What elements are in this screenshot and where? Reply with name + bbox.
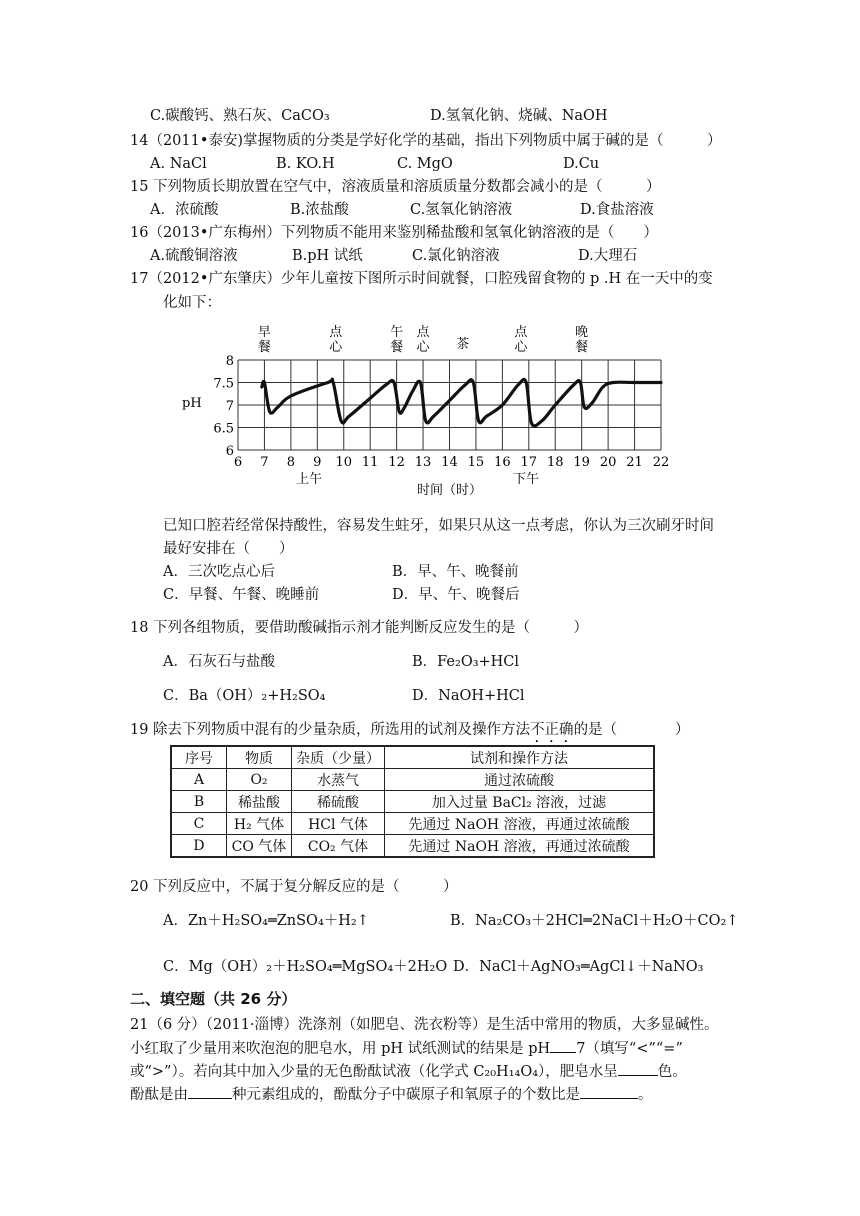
q15-option-c: C.氢氧化钠溶液 <box>410 202 513 218</box>
q18-stem: 18 下列各组物质，要借助酸碱指示剂才能判断反应发生的是（ ） <box>130 620 589 636</box>
x-tick-label: 8 <box>286 455 296 470</box>
x-tick-label: 11 <box>361 455 379 470</box>
am-label: 上午 <box>296 472 323 487</box>
table-cell: D <box>171 835 227 858</box>
table-cell: 通过浓硫酸 <box>385 769 655 791</box>
q14-option-b: B. KO.H <box>276 156 335 172</box>
q16-option-d: D.大理石 <box>578 248 638 264</box>
meal-label: 餐 <box>575 340 589 355</box>
table-cell: 先通过 NaOH 溶液，再通过浓硫酸 <box>385 835 655 858</box>
y-axis-label: pH <box>182 395 202 411</box>
q18-option-b: B．Fe₂O₃+HCl <box>412 654 520 670</box>
table-cell: C <box>171 813 227 835</box>
table-header-row <box>171 746 654 769</box>
table-cell: H₂ 气体 <box>227 813 292 835</box>
table-header: 序号 <box>171 746 227 769</box>
chart-grid <box>238 360 661 450</box>
y-tick-label: 8 <box>225 354 234 369</box>
ph-curve <box>262 379 661 426</box>
pm-label: 下午 <box>512 472 539 487</box>
q20-option-a: A．Zn＋H₂SO₄═ZnSO₄＋H₂↑ <box>163 913 369 929</box>
q18-option-a: A．石灰石与盐酸 <box>163 654 275 670</box>
q14-option-c: C. MgO <box>397 156 453 172</box>
q20-option-d: D．NaCl＋AgNO₃═AgCl↓＋NaNO₃ <box>453 959 704 975</box>
x-tick-label: 14 <box>441 455 458 470</box>
x-tick-label: 16 <box>494 455 511 470</box>
x-tick-label: 19 <box>573 455 590 470</box>
meal-label: 心 <box>416 340 430 355</box>
table-cell: 加入过量 BaCl₂ 溶液，过滤 <box>385 791 655 813</box>
q16-option-c: C.氯化钠溶液 <box>412 248 500 264</box>
meal-label: 茶 <box>456 337 470 352</box>
q17-stem-line1: 17（2012•广东肇庆）少年儿童按下图所示时间就餐，口腔残留食物的 p .H 在一天中的变 <box>130 271 713 287</box>
q17-after-line1: 已知口腔若经常保持酸性，容易发生蛀牙，如果只从这一点考虑，你认为三次刷牙时间 <box>163 518 714 534</box>
table-row <box>171 835 654 858</box>
table-cell: 稀盐酸 <box>227 791 292 813</box>
meal-label: 点 <box>329 325 343 340</box>
x-tick-label: 7 <box>260 455 269 470</box>
q20-option-c: C．Mg（OH）₂＋H₂SO₄═MgSO₄＋2H₂O <box>163 959 448 975</box>
table-cell: CO 气体 <box>227 835 292 858</box>
q14-stem: 14（2011•泰安)掌握物质的分类是学好化学的基础，指出下列物质中属于碱的是（ ） <box>130 133 722 149</box>
x-tick-label: 9 <box>313 455 322 470</box>
q17-stem-line2: 化如下： <box>163 295 221 311</box>
q19-table <box>170 745 655 858</box>
table-cell: HCl 气体 <box>292 813 385 835</box>
q17-option-a: A．三次吃点心后 <box>163 564 275 580</box>
x-tick-label: 12 <box>388 455 405 470</box>
x-tick-label: 10 <box>335 455 353 470</box>
meal-label: 心 <box>329 340 343 355</box>
q21-line4: 酚酞是由 种元素组成的，酚酞分子中碳原子和氧原子的个数比是 。 <box>130 1084 653 1105</box>
q15-option-a: A．浓硫酸 <box>150 202 219 218</box>
table-cell: CO₂ 气体 <box>292 835 385 858</box>
x-tick-label: 18 <box>546 455 564 470</box>
y-tick-label: 7 <box>225 399 234 414</box>
x-tick-label: 6 <box>233 455 243 470</box>
table-header: 物质 <box>227 746 292 769</box>
q19-stem: 19 除去下列物质中混有的少量杂质，所选用的试剂及操作方法不正确的是（ ） <box>130 722 690 738</box>
x-tick-label: 15 <box>467 455 485 470</box>
q17-option-d: D．早、午、晚餐后 <box>392 587 520 603</box>
table-cell: 水蒸气 <box>292 769 385 791</box>
meal-label: 餐 <box>390 340 404 355</box>
table-cell: B <box>171 791 227 813</box>
answer-blank[interactable] <box>550 1038 576 1053</box>
table-cell: A <box>171 769 227 791</box>
q20-stem: 20 下列反应中，不属于复分解反应的是（ ） <box>130 879 458 895</box>
x-tick-label: 17 <box>520 455 538 470</box>
table-cell: 先通过 NaOH 溶液，再通过浓硫酸 <box>385 813 655 835</box>
table-row <box>171 769 654 791</box>
table-header: 试剂和操作方法 <box>385 746 655 769</box>
meal-label: 午 <box>390 325 404 340</box>
q21-line3: 或“>”）。若向其中加入少量的无色酚酞试液（化学式 C₂₀H₁₄O₄），肥皂水呈 色。 <box>130 1061 687 1082</box>
section-heading: 二、填空题（共 26 分） <box>130 990 297 1008</box>
q15-option-b: B.浓盐酸 <box>290 202 349 218</box>
meal-label: 晚 <box>575 325 589 340</box>
table-cell: O₂ <box>227 769 292 791</box>
q15-option-d: D.食盐溶液 <box>580 202 654 218</box>
x-tick-label: 21 <box>626 455 643 470</box>
q21-line2: 小红取了少量用来吹泡泡的肥皂水，用 pH 试纸测试的结果是 pH 7（填写“<”“=” <box>130 1038 683 1059</box>
q14-option-d: D.Cu <box>563 156 600 172</box>
x-tick-label: 13 <box>414 455 432 470</box>
table-row <box>171 791 654 813</box>
meal-label: 点 <box>514 325 528 340</box>
q17-after-line2: 最好安排在（ ） <box>163 541 294 557</box>
y-tick-label: 7.5 <box>213 376 234 392</box>
ph-chart <box>170 320 690 500</box>
q18-option-c: C．Ba（OH）₂+H₂SO₄ <box>163 688 326 704</box>
x-tick-label: 22 <box>652 455 670 470</box>
table-header: 杂质（少量） <box>292 746 385 769</box>
q16-option-a: A.硫酸铜溶液 <box>150 248 238 264</box>
meal-label: 心 <box>514 340 528 355</box>
answer-blank[interactable] <box>188 1084 232 1099</box>
meal-label: 早 <box>257 325 271 340</box>
q13-option-c: C.碳酸钙、熟石灰、CaCO₃ <box>150 108 330 124</box>
q20-option-b: B．Na₂CO₃＋2HCl═2NaCl＋H₂O＋CO₂↑ <box>450 913 739 929</box>
q21-line1: 21（6 分）（2011·淄博）洗涤剂（如肥皂、洗衣粉等）是生活中常用的物质，大多显碱性。 <box>130 1017 719 1033</box>
q14-option-a: A. NaCl <box>150 156 207 172</box>
table-row <box>171 813 654 835</box>
answer-blank[interactable] <box>618 1061 658 1076</box>
x-tick-label: 20 <box>599 455 617 470</box>
q16-stem: 16（2013•广东梅州）下列物质不能用来鉴别稀盐酸和氢氧化钠溶液的是（ ） <box>130 225 658 241</box>
q15-stem: 15 下列物质长期放置在空气中，溶液质量和溶质质量分数都会减小的是（ ） <box>130 179 661 195</box>
y-tick-label: 6 <box>225 444 234 459</box>
table-cell: 稀硫酸 <box>292 791 385 813</box>
meal-label: 餐 <box>257 340 271 355</box>
q16-option-b: B.pH 试纸 <box>292 248 363 264</box>
q17-option-b: B．早、午、晚餐前 <box>392 564 519 580</box>
q18-option-d: D．NaOH+HCl <box>412 688 525 704</box>
q13-option-d: D.氢氧化钠、烧碱、NaOH <box>430 108 608 124</box>
q17-option-c: C．早餐、午餐、晚睡前 <box>163 587 320 603</box>
emphasis-dots: 不正确 <box>530 722 574 738</box>
meal-label: 点 <box>416 325 430 340</box>
y-tick-label: 6.5 <box>213 421 234 437</box>
answer-blank[interactable] <box>580 1084 638 1099</box>
x-axis-label: 时间（时） <box>416 483 483 498</box>
